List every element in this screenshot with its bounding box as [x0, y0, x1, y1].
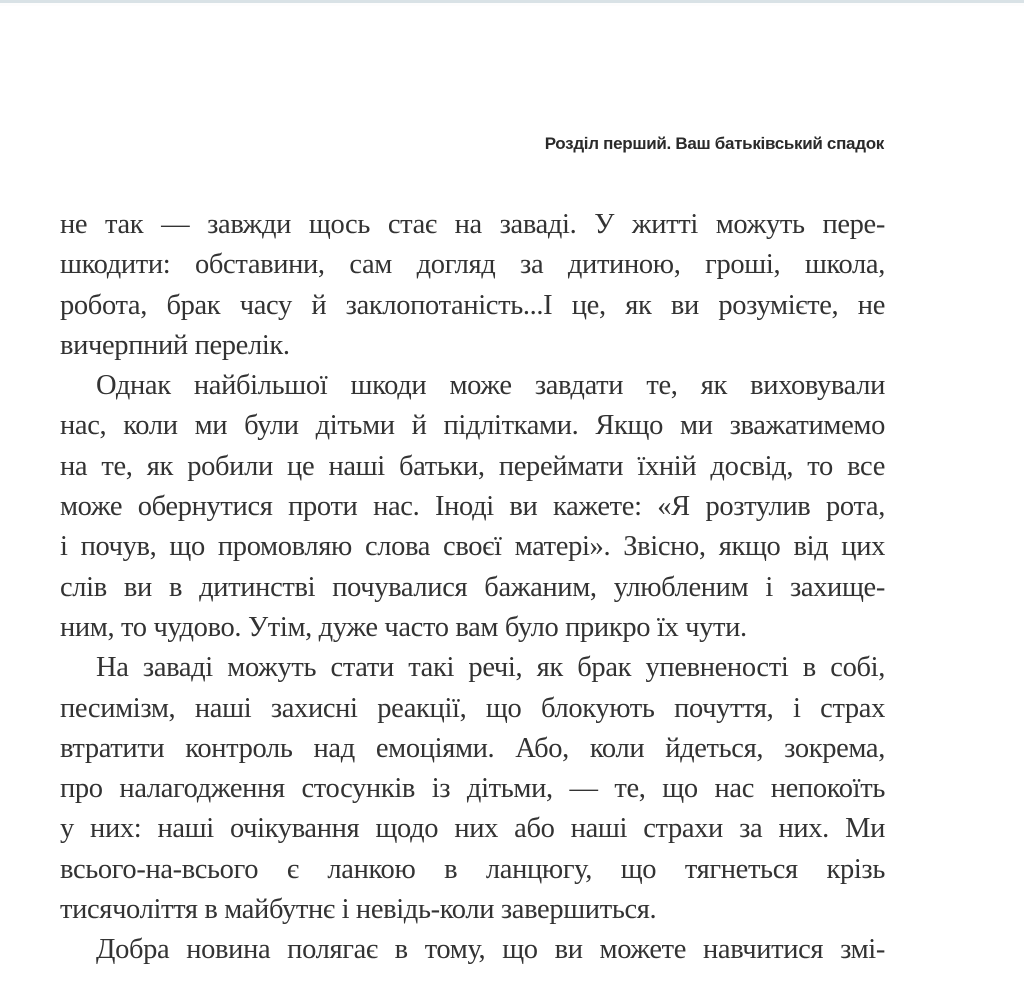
paragraph: [60, 930, 885, 970]
text-line: тисячоліття в майбутнє і невідь-коли завершиться.: [60, 894, 657, 926]
text-line: на те, як робили це наші батьки, переймати їхній досвід, то все: [60, 450, 885, 482]
body-text: [60, 205, 885, 971]
text-line: всього-на-всього є ланкою в ланцюгу, що тягнеться крізь: [60, 853, 885, 885]
text-line: ним, то чудово. Утім, дуже часто вам було прикро їх чути.: [60, 611, 747, 643]
text-line: про налагодження стосунків із дітьми, — те, що нас непокоїть: [60, 773, 885, 805]
text-line: слів ви в дитинстві почувалися бажаним, улюбленим і захище-: [60, 571, 885, 603]
text-line: не так — завжди щось стає на заваді. У житті можуть пере-: [60, 209, 885, 240]
paragraph: [60, 205, 885, 366]
text-line: шкодити: обставини, сам догляд за дитиною, гроші, школа,: [60, 249, 885, 281]
paragraph: [60, 648, 885, 930]
running-head: Розділ перший. Ваш батьківський спадок: [544, 134, 884, 153]
text-line: вичерпний перелік.: [60, 329, 290, 361]
text-line: нас, коли ми були дітьми й підлітками. Якщо ми зважатимемо: [60, 410, 885, 442]
book-page: [0, 6, 1024, 992]
text-line: втратити контроль над емоціями. Або, коли йдеться, зокрема,: [60, 732, 885, 764]
text-line: песимізм, наші захисні реакції, що блокують почуття, і страх: [60, 692, 885, 724]
text-line: може обернутися проти нас. Іноді ви кажете: «Я розтулив рота,: [60, 491, 885, 523]
text-line: На заваді можуть стати такі речі, як брак упевненості в собі,: [96, 652, 885, 684]
text-line: Добра новина полягає в тому, що ви можете навчитися змі-: [96, 934, 885, 966]
text-line: у них: наші очікування щодо них або наші страхи за них. Ми: [60, 813, 885, 845]
paragraph: [60, 366, 885, 648]
text-line: і почув, що промовляю слова своєї матері». Звісно, якщо від цих: [60, 531, 885, 563]
text-line: Однак найбільшої шкоди може завдати те, як виховували: [96, 370, 885, 402]
text-line: робота, брак часу й заклопотаність...І це, як ви розумієте, не: [60, 289, 885, 321]
